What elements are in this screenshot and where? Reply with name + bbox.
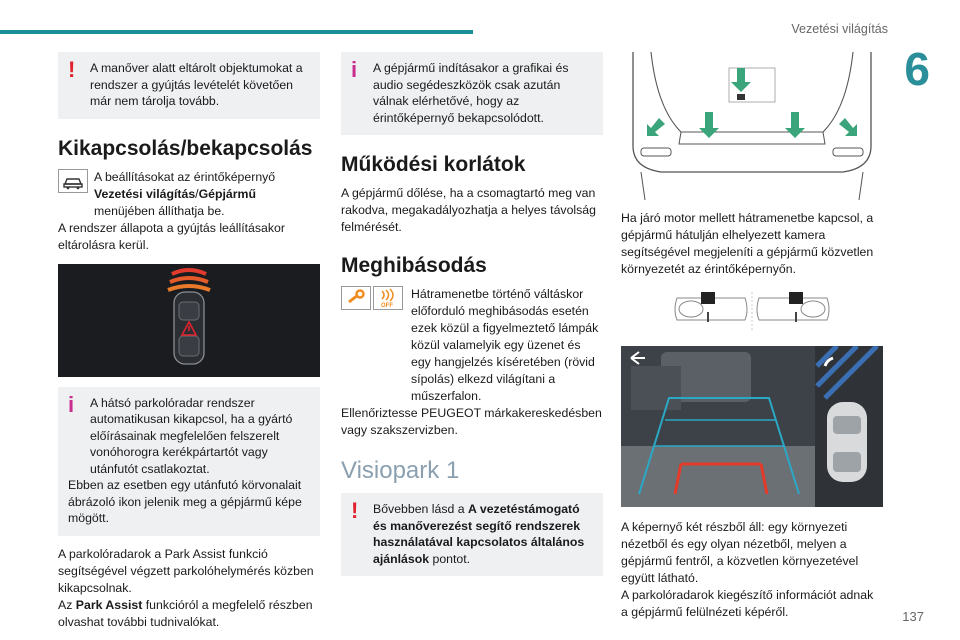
info-text-1: A hátsó parkolóradar rendszer automatikusan kikapcsol, ha a gyártó előírásainak megfelelően felszerelt vonóhorogra kerékpártartót vagy utánfutót csatlakoztat.	[90, 395, 293, 476]
info-box-towbar	[58, 387, 320, 536]
info-text: A gépjármű indításakor a grafikai és audio segédeszközök csak azután válnak elérhetővé, hogy az érintőképernyő bekapcsolódott.	[373, 61, 569, 125]
heading-on-off: Kikapcsolás/bekapcsolás	[58, 136, 313, 160]
fault-text-2: Ellenőriztesse PEUGEOT márkakereskedésben vagy szakszervizben.	[341, 406, 602, 437]
camera-view-mirror-icons	[621, 290, 883, 332]
warning-text: Bővebben lásd a A vezetéstámogató és manőverezést segítő rendszerek használatával kapcsolatos általános ajánlások pontot.	[373, 502, 585, 566]
screen-parts-text: A képernyő két részből áll: egy környezeti nézetből és egy olyan nézetből, melyen a gépjármű fentről, a közvetlen környezetével együtt látható.	[621, 520, 859, 585]
heading-limits: Működési korlátok	[341, 153, 526, 176]
warning-icon: !	[351, 498, 359, 523]
info-icon: i	[68, 391, 75, 417]
header-accent-bar	[0, 30, 473, 34]
wrench-icon	[341, 286, 371, 310]
warning-icon: !	[68, 57, 76, 82]
warning-lamps	[341, 286, 405, 310]
column-middle	[341, 52, 603, 576]
car-settings-icon	[58, 169, 88, 193]
park-assist-text-2: Az Park Assist funkcióról a megfelelő részben olvashat további tudnivalókat.	[58, 597, 313, 629]
heading-fault: Meghibásodás	[341, 254, 487, 277]
info-box-startup	[341, 52, 603, 135]
parking-radar-illustration	[58, 264, 320, 377]
park-sensor-off-icon	[373, 286, 403, 310]
settings-row	[58, 169, 320, 220]
chapter-number: 6	[904, 43, 930, 95]
column-left	[58, 52, 320, 631]
rear-camera-illustration	[621, 48, 883, 200]
reverse-camera-text: Ha járó motor mellett hátramenetbe kapcsol, a gépjármű hátulján elhelyezett kamera segítségével megjeleníti a gépjármű közvetlen környezetét az érintőképernyőn.	[621, 211, 874, 276]
svg-text:OFF: OFF	[381, 303, 393, 309]
warning-box-memory	[58, 52, 320, 119]
page-number: 137	[902, 609, 924, 624]
limits-text: A gépjármű dőlése, ha a csomagtartó meg van rakodva, megakadályozhatja a helyes távolság felmérését.	[341, 186, 596, 234]
fault-text-1: Hátramenetbe történő váltáskor előforduló meghibásodás esetén ezek közül a figyelmeztető lámpák közül valamelyik egy üzenet és egy hangjelzés kíséretében (rövid sípolás) elkezd világítani a műszerfalon.	[411, 287, 599, 403]
fault-row	[341, 286, 603, 405]
info-icon: i	[351, 57, 358, 82]
state-text: A rendszer állapota a gyújtás leállításakor eltárolásra kerül.	[58, 220, 285, 252]
heading-visiopark: Visiopark 1	[341, 457, 460, 484]
camera-screen-illustration	[621, 346, 883, 507]
radar-info-text: A parkolóradarok kiegészítő információt adnak a gépjármű felülnézeti képéről.	[621, 588, 874, 619]
info-text-2: Ebben az esetben egy utánfutó körvonalait ábrázoló ikon jelenik meg a gépjármű képe mögött.	[68, 478, 302, 525]
section-title: Vezetési világítás	[791, 22, 888, 36]
settings-text: A beállításokat az érintőképernyő Vezetési világítás/Gépjármű menüjében állíthatja be.	[94, 169, 276, 218]
warning-text: A manőver alatt eltárolt objektumokat a rendszer a gyújtás levételét követően már nem tárolja tovább.	[90, 61, 303, 108]
column-right	[621, 48, 883, 621]
warning-box-recommendations	[341, 493, 603, 576]
park-assist-text-1: A parkolóradarok a Park Assist funkció segítségével végzett parkolóhelymérés közben kikapcsolnak.	[58, 546, 314, 595]
